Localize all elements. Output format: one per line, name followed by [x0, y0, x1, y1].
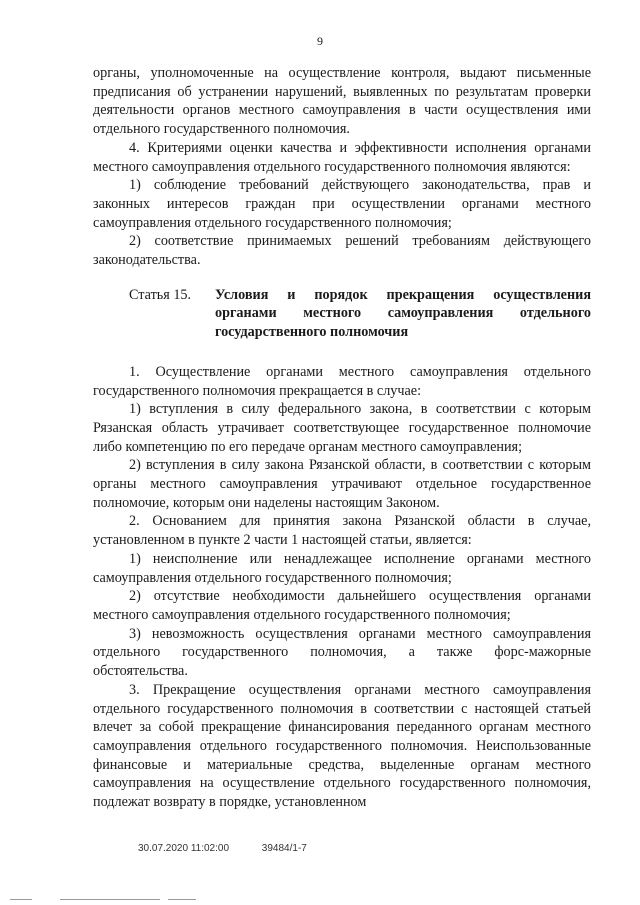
- list-item: 2) соответствие принимаемых решений требованиям действующего законодательства.: [93, 233, 591, 269]
- paragraph: 4. Критериями оценки качества и эффективности исполнения органами местного самоуправления отдельного государственного полномочия являются:: [93, 139, 591, 175]
- page-number: 9: [317, 34, 323, 48]
- article-heading: [93, 286, 591, 342]
- paragraph: 2. Основанием для принятия закона Рязанской области в случае, установленном в пункте 2 части 1 настоящей статьи, является:: [93, 513, 591, 549]
- paragraph: 1. Осуществление органами местного самоуправления отдельного государственного полномочия прекращается в случае:: [93, 363, 591, 399]
- footer-datetime: 30.07.2020 11:02:00: [138, 843, 230, 854]
- list-item: 2) вступления в силу закона Рязанской области, в соответствии с которым органы местного самоуправления утрачивают отдельное государственное полномочие, которым они наделены настоящим Законом.: [93, 457, 591, 511]
- list-item: 1) соблюдение требований действующего законодательства, прав и законных интересов граждан при осуществлении органами местного самоуправления отдельного государственного полномочия;: [93, 177, 591, 231]
- list-item: 1) вступления в силу федерального закона, в соответствии с которым Рязанская область утрачивает соответствующее государственное полномочие либо компетенцию по его передаче органам местного самоуправления;: [93, 401, 591, 455]
- list-item: 1) неисполнение или ненадлежащее исполнение органами местного самоуправления отдельного государственного полномочия;: [93, 550, 591, 586]
- scan-edge-marks: [0, 898, 640, 901]
- footer-stamp: [138, 843, 337, 854]
- paragraph: 3. Прекращение осуществления органами местного самоуправления отдельного государственного полномочия в соответствии с настоящей статьей влечет за собой прекращение финансирования переданного органам местного самоуправления отдельного государственного полномочия. Неиспользованные финансовые и материальные средства, выделенные органам местного самоуправления на осуществление отдельного государственного полномочия, подлежат возврату в порядке, установленном: [93, 681, 591, 811]
- list-item: 2) отсутствие необходимости дальнейшего осуществления органами местного самоуправления отдельного государственного полномочия;: [93, 588, 591, 623]
- article-title: Условия и порядок прекращения осуществления органами местного самоуправления отдельного государственного полномочия: [215, 286, 591, 341]
- list-item: 3) невозможность осуществления органами местного самоуправления отдельного государственного полномочия, а также форс-мажорные обстоятельства.: [93, 625, 591, 680]
- footer-doc-id: 39484/1-7: [261, 843, 307, 854]
- article-label: Статья 15.: [129, 286, 192, 303]
- document-body: [93, 64, 591, 812]
- paragraph: органы, уполномоченные на осуществление контроля, выдают письменные предписания об устранении нарушений, выявленных по результатам проверки деятельности органов местного самоуправления в части осуществления ими отдельного государственного полномочия.: [93, 65, 591, 138]
